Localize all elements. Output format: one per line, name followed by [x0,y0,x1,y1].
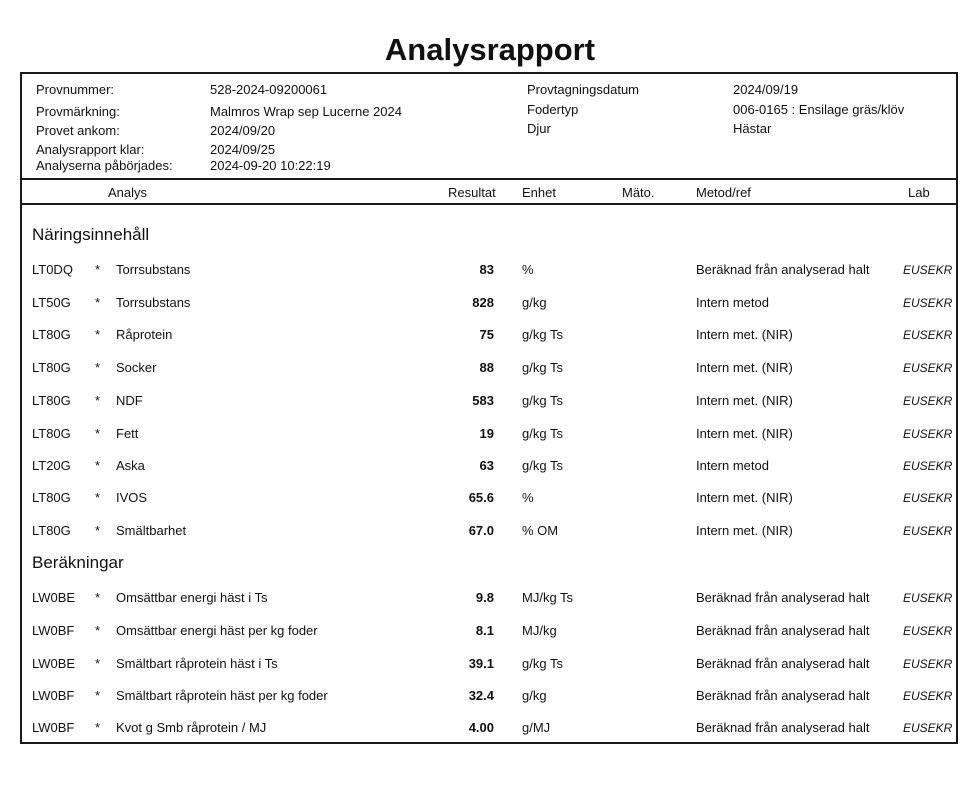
analysis-started-value: 2024-09-20 10:22:19 [210,158,331,173]
analysis-code: LT50G [32,295,71,310]
result-value: 32.4 [468,688,494,703]
lab-code: EUSEKR [903,624,953,638]
report-frame [20,72,958,744]
feed-type-value: 006-0165 : Ensilage gräs/klöv [733,102,905,117]
method: Beräknad från analyserad halt [696,656,870,671]
unit: % OM [522,523,559,538]
method: Intern met. (NIR) [696,327,793,342]
method: Intern metod [696,458,769,473]
section-title: Näringsinnehåll [32,225,150,244]
result-value: 88 [479,360,494,375]
accredited-mark: * [95,720,101,735]
unit: % [522,262,534,277]
unit: g/kg Ts [522,426,563,441]
method: Beräknad från analyserad halt [696,590,870,605]
result-value: 4.00 [468,720,494,735]
lab-code: EUSEKR [903,721,953,735]
table-header [22,178,956,205]
result-value: 19 [479,426,494,441]
analysis-name: Kvot g Smb råprotein / MJ [116,720,267,735]
lab-code: EUSEKR [903,394,953,408]
result-value: 75 [479,327,494,342]
unit: g/kg Ts [522,327,563,342]
sample-number-label: Provnummer: [36,82,115,97]
result-value: 39.1 [468,656,494,671]
analysis-code: LT20G [32,458,71,473]
column-analys: Analys [108,185,148,200]
analysis-code: LT80G [32,327,71,342]
analysis-code: LT80G [32,490,71,505]
unit: MJ/kg [522,623,557,638]
result-value: 65.6 [468,490,494,505]
analysis-name: Smältbart råprotein häst i Ts [116,656,278,671]
method: Beräknad från analyserad halt [696,720,870,735]
result-value: 83 [479,262,494,277]
accredited-mark: * [95,426,101,441]
unit: % [522,490,534,505]
sample-number-value: 528-2024-09200061 [210,82,328,97]
animal-label: Djur [527,121,551,136]
section-title: Beräkningar [32,553,124,572]
accredited-mark: * [95,490,101,505]
method: Intern met. (NIR) [696,426,793,441]
analysis-name: Torrsubstans [116,262,191,277]
analysis-code: LW0BF [32,720,75,735]
accredited-mark: * [95,623,101,638]
table-row [22,521,956,541]
table-row [22,686,956,706]
lab-code: EUSEKR [903,296,953,310]
lab-code: EUSEKR [903,263,953,277]
method: Beräknad från analyserad halt [696,262,870,277]
column-lab: Lab [908,185,930,200]
table-row [22,424,956,444]
result-value: 9.8 [475,590,494,605]
unit: g/kg Ts [522,458,563,473]
lab-code: EUSEKR [903,591,953,605]
analysis-name: Socker [116,360,157,375]
lab-code: EUSEKR [903,491,953,505]
table-row [22,654,956,674]
lab-code: EUSEKR [903,657,953,671]
table-row [22,325,956,345]
analysis-name: Torrsubstans [116,295,191,310]
method: Beräknad från analyserad halt [696,688,870,703]
sample-info [22,74,956,178]
analysis-code: LW0BF [32,623,75,638]
unit: g/kg Ts [522,360,563,375]
sampling-date-label: Provtagningsdatum [527,82,640,97]
analysis-name: IVOS [116,490,148,505]
lab-code: EUSEKR [903,427,953,441]
table-row [22,456,956,476]
result-value: 63 [479,458,494,473]
analysis-name: Smältbart råprotein häst per kg foder [116,688,328,703]
analysis-code: LW0BE [32,656,76,671]
animal-value: Hästar [733,121,772,136]
accredited-mark: * [95,295,101,310]
unit: g/kg [522,688,547,703]
method: Beräknad från analyserad halt [696,623,870,638]
column-mato: Mäto. [622,185,655,200]
analysis-started-label: Analyserna påbörjades: [36,158,173,173]
unit: MJ/kg Ts [522,590,574,605]
analysis-name: NDF [116,393,143,408]
accredited-mark: * [95,360,101,375]
accredited-mark: * [95,327,101,342]
feed-type-label: Fodertyp [527,102,579,117]
table-row [22,260,956,280]
unit: g/kg [522,295,547,310]
analysis-code: LW0BF [32,688,75,703]
table-row [22,718,956,738]
sample-arrived-value: 2024/09/20 [210,123,276,138]
analysis-name: Råprotein [116,327,173,342]
result-value: 67.0 [468,523,494,538]
table-row [22,391,956,411]
analysis-name: Smältbarhet [116,523,187,538]
accredited-mark: * [95,688,101,703]
lab-code: EUSEKR [903,524,953,538]
table-row [22,358,956,378]
accredited-mark: * [95,262,101,277]
analysis-name: Fett [116,426,139,441]
analysis-code: LT80G [32,360,71,375]
method: Intern met. (NIR) [696,523,793,538]
method: Intern met. (NIR) [696,360,793,375]
table-row [22,588,956,608]
accredited-mark: * [95,656,101,671]
result-value: 583 [472,393,494,408]
sampling-date-value: 2024/09/19 [733,82,799,97]
analysis-name: Omsättbar energi häst i Ts [116,590,268,605]
report-ready-label: Analysrapport klar: [36,142,145,157]
accredited-mark: * [95,523,101,538]
analysis-code: LT0DQ [32,262,73,277]
accredited-mark: * [95,393,101,408]
analysis-code: LW0BE [32,590,76,605]
result-value: 8.1 [475,623,494,638]
table-row [22,293,956,313]
analysis-code: LT80G [32,393,71,408]
analysis-name: Aska [116,458,145,473]
unit: g/kg Ts [522,393,563,408]
method: Intern met. (NIR) [696,490,793,505]
lab-code: EUSEKR [903,689,953,703]
method: Intern metod [696,295,769,310]
table-row [22,488,956,508]
analysis-name: Omsättbar energi häst per kg foder [116,623,318,638]
column-metod: Metod/ref [696,185,751,200]
analysis-code: LT80G [32,426,71,441]
sample-marking-value: Malmros Wrap sep Lucerne 2024 [210,104,402,119]
unit: g/MJ [522,720,551,735]
analysis-code: LT80G [32,523,71,538]
accredited-mark: * [95,590,101,605]
method: Intern met. (NIR) [696,393,793,408]
sample-marking-label: Provmärkning: [36,104,120,119]
report-ready-value: 2024/09/25 [210,142,276,157]
report-title: Analysrapport [384,32,596,67]
column-enhet: Enhet [522,185,556,200]
table-row [22,621,956,641]
sample-arrived-label: Provet ankom: [36,123,120,138]
unit: g/kg Ts [522,656,563,671]
column-resultat: Resultat [448,185,496,200]
accredited-mark: * [95,458,101,473]
result-value: 828 [472,295,494,310]
lab-code: EUSEKR [903,361,953,375]
lab-code: EUSEKR [903,459,953,473]
lab-code: EUSEKR [903,328,953,342]
